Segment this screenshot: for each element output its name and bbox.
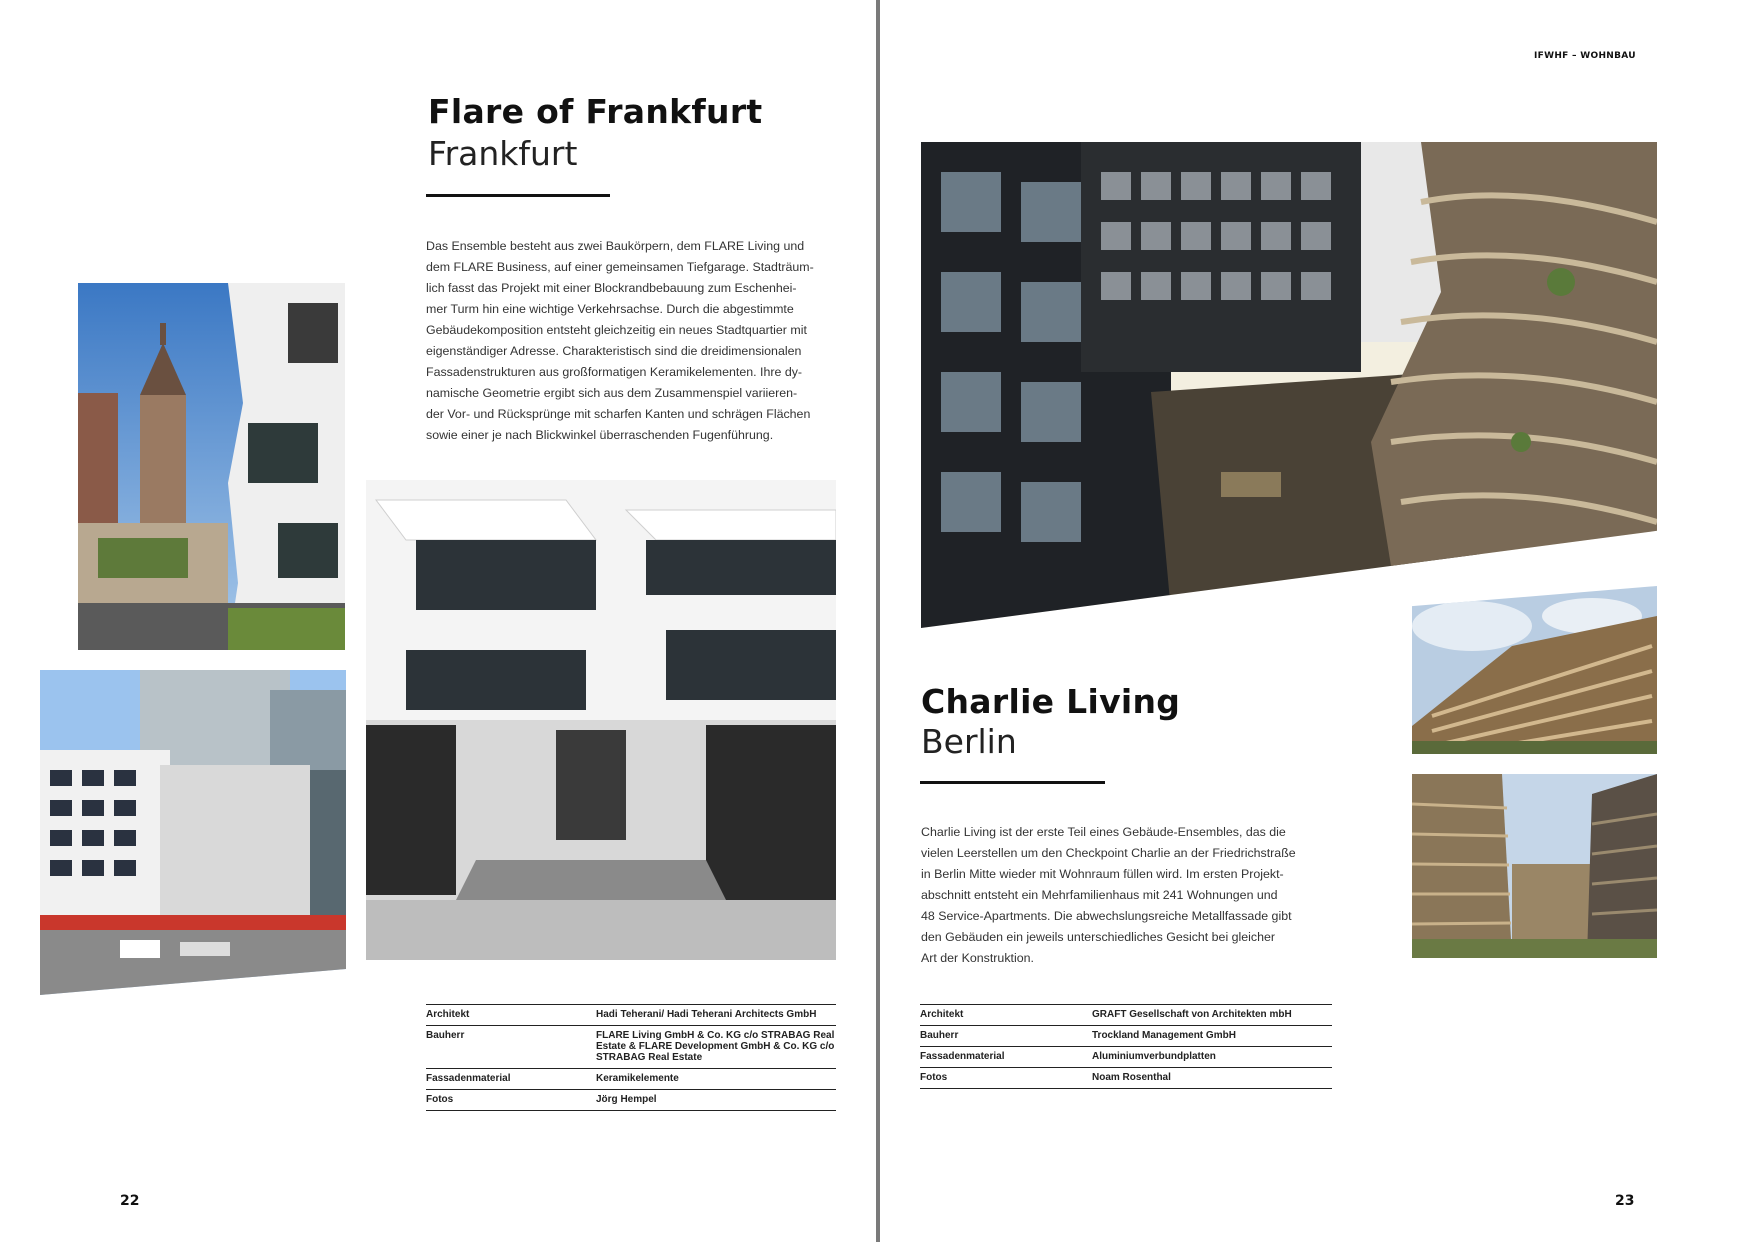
photo-charlie-living-inner-court [1412,774,1657,958]
body-line: in Berlin Mitte wieder mit Wohnraum füllen wird. Im ersten Projekt- [921,867,1284,881]
body-line: Charlie Living ist der erste Teil eines Gebäude-Ensembles, das die [921,825,1286,839]
page-number-left: 22 [120,1193,140,1209]
body-line: mer Turm hin eine wichtige Verkehrsachse. Durch die abgestimmte [426,302,794,316]
body-line: abschnitt entsteht ein Mehrfamilienhaus mit 241 Wohnungen und [921,888,1278,902]
body-line: der Vor- und Rücksprünge mit scharfen Kanten und schrägen Flächen [426,407,811,421]
body-line: 48 Service-Apartments. Die abwechslungsreiche Metallfassade gibt [921,909,1292,923]
left-body-text [426,236,814,446]
facts-row [920,1005,1332,1026]
facts-key: Architekt [426,1005,596,1026]
facts-row [426,1090,836,1111]
body-line: lich fasst das Projekt mit einer Blockrandbebauung zum Eschenhei- [426,281,797,295]
facts-value: Hadi Teherani/ Hadi Teherani Architects GmbH [596,1005,836,1026]
photo-charlie-living-courtyard [921,142,1657,628]
left-page-title: Flare of Frankfurt [428,92,763,131]
page-gutter [876,0,880,1242]
body-line: sowie einer je nach Blickwinkel überraschenden Fugenführung. [426,428,774,442]
facts-key: Fotos [920,1068,1092,1089]
facts-value: Keramikelemente [596,1069,836,1090]
right-body-text [921,822,1296,969]
right-facts-table [920,1004,1332,1089]
body-line: Das Ensemble besteht aus zwei Baukörpern, dem FLARE Living und [426,239,805,253]
facts-row [426,1026,836,1069]
photo-eschenheimer-turm [78,283,345,650]
body-line: Fassadenstrukturen aus großformatigen Keramikelementen. Ihre dy- [426,365,803,379]
facts-value: Aluminiumverbundplatten [1092,1047,1332,1068]
facts-value: Noam Rosenthal [1092,1068,1332,1089]
facts-value: GRAFT Gesellschaft von Architekten mbH [1092,1005,1332,1026]
facts-key: Fassadenmaterial [426,1069,596,1090]
facts-value: Jörg Hempel [596,1090,836,1111]
body-line: Gebäudekomposition entsteht gleichzeitig ein neues Stadtquartier mit [426,323,807,337]
facts-row [920,1026,1332,1047]
photo-charlie-living-balconies [1412,586,1657,754]
facts-value: FLARE Living GmbH & Co. KG c/o STRABAG Real Estate & FLARE Development GmbH & Co. KG c/o STRABAG Real Estate [596,1026,836,1069]
facts-row [920,1068,1332,1089]
facts-row [426,1005,836,1026]
body-line: den Gebäuden ein jeweils unterschiedliches Gesicht bei gleicher [921,930,1276,944]
facts-value: Trockland Management GmbH [1092,1026,1332,1047]
facts-key: Bauherr [426,1026,596,1069]
body-line: namische Geometrie ergibt sich aus dem Zusammenspiel variieren- [426,386,798,400]
left-facts-table [426,1004,836,1111]
facts-key: Fassadenmaterial [920,1047,1092,1068]
right-page-title: Charlie Living [921,682,1181,721]
left-title-rule [426,194,610,197]
facts-key: Architekt [920,1005,1092,1026]
right-title-rule [920,781,1105,784]
left-page-subtitle: Frankfurt [428,134,578,173]
facts-row [920,1047,1332,1068]
photo-flare-street-view [40,670,346,995]
facts-key: Bauherr [920,1026,1092,1047]
body-line: eigenständiger Adresse. Charakteristisch sind die dreidimensionalen [426,344,802,358]
photo-flare-facade-entrance [366,480,836,960]
body-line: dem FLARE Business, auf einer gemeinsamen Tiefgarage. Stadträum- [426,260,814,274]
section-header-tag: IFWHF – WOHNBAU [1534,51,1636,61]
page-number-right: 23 [1615,1193,1635,1209]
facts-row [426,1069,836,1090]
body-line: Art der Konstruktion. [921,951,1034,965]
right-page-subtitle: Berlin [921,722,1017,761]
facts-key: Fotos [426,1090,596,1111]
body-line: vielen Leerstellen um den Checkpoint Charlie an der Friedrichstraße [921,846,1296,860]
